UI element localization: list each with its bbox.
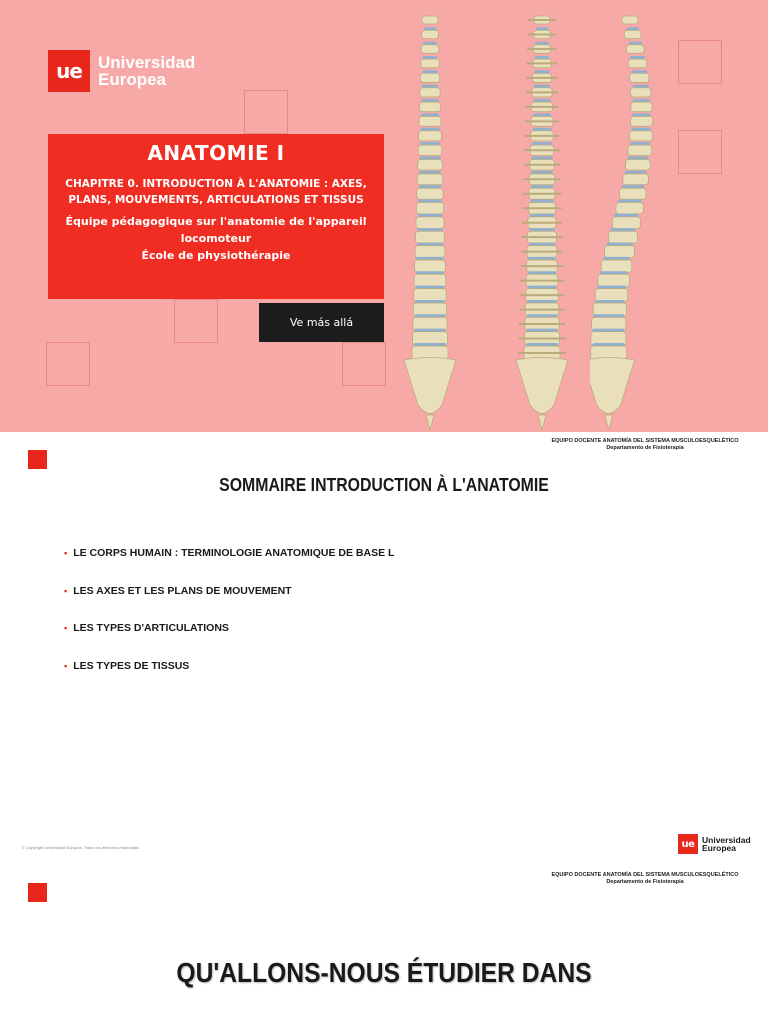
vertebra (616, 203, 643, 214)
intervertebral-disc (633, 99, 650, 102)
intervertebral-disc (417, 257, 444, 260)
intervertebral-disc (420, 156, 441, 159)
vertebra (630, 131, 653, 141)
sacrum (590, 358, 635, 414)
header-line1: EQUIPO DOCENTE ANATOMÍA DEL SISTEMA MUSCULOESQUELÉTICO (551, 872, 739, 878)
intervertebral-disc (421, 99, 438, 102)
intervertebral-disc (529, 257, 556, 260)
intervertebral-disc (628, 156, 649, 159)
intervertebral-disc (630, 56, 645, 59)
university-logo-small (678, 834, 751, 854)
intervertebral-disc (416, 271, 444, 274)
intervertebral-disc (597, 286, 626, 289)
intervertebral-disc (534, 70, 549, 73)
intervertebral-disc (610, 228, 635, 231)
intervertebral-disc (415, 300, 444, 303)
vertebra (622, 16, 638, 24)
intervertebral-disc (533, 113, 551, 116)
vertebra (417, 174, 443, 185)
intervertebral-disc (595, 300, 624, 303)
course-title: ANATOMIE I (147, 141, 285, 165)
vertebra (420, 88, 440, 97)
intervertebral-disc (529, 243, 555, 246)
intervertebral-disc (527, 314, 557, 317)
sacrum (516, 358, 568, 414)
vertebra (416, 203, 443, 214)
intervertebral-disc (536, 27, 549, 30)
vertebra (628, 145, 652, 155)
vertebra (415, 246, 445, 258)
intervertebral-disc (414, 343, 446, 346)
vertebra (631, 88, 651, 97)
vertebra (418, 145, 442, 155)
coccyx (605, 415, 613, 430)
school-name: École de physiothérapie (141, 249, 291, 262)
vertebra (414, 274, 446, 287)
intervertebral-disc (415, 314, 445, 317)
decorative-square (342, 342, 386, 386)
intervertebral-disc (622, 185, 644, 188)
intervertebral-disc (535, 56, 550, 59)
vertebra (418, 159, 443, 170)
intervertebral-disc (528, 286, 557, 289)
title-box (48, 134, 384, 299)
spine-illustration-back (497, 10, 587, 430)
intervertebral-disc (530, 200, 553, 203)
intervertebral-disc (533, 99, 550, 102)
vertebra (422, 30, 439, 38)
red-square-marker (28, 450, 47, 469)
intervertebral-disc (529, 228, 554, 231)
intervertebral-disc (600, 271, 628, 274)
intervertebral-disc (419, 171, 441, 174)
intervertebral-disc (633, 85, 649, 88)
university-name (702, 836, 751, 853)
intervertebral-disc (421, 113, 439, 116)
summary-list (64, 547, 394, 697)
intervertebral-disc (530, 214, 554, 217)
intervertebral-disc (420, 142, 440, 145)
university-name (98, 54, 195, 88)
university-name-line1: Universidad (98, 53, 196, 72)
summary-title: SOMMAIRE INTRODUCTION À L'ANATOMIE (219, 475, 549, 495)
vertebra (598, 274, 630, 287)
header-line2: Departamento de Fisioterapia (606, 445, 684, 452)
intervertebral-disc (414, 329, 445, 332)
coccyx (538, 415, 546, 430)
university-logo (48, 50, 195, 92)
intervertebral-disc (422, 70, 437, 73)
intervertebral-disc (607, 243, 633, 246)
intervertebral-disc (625, 171, 647, 174)
intervertebral-disc (594, 314, 624, 317)
vertebra (601, 260, 632, 272)
intervertebral-disc (416, 286, 445, 289)
team-line1: Équipe pédagogique sur l'anatomie de l'appareil (65, 214, 367, 228)
intervertebral-disc (532, 142, 552, 145)
bullet-icon: ▪ (64, 548, 68, 558)
university-name-line2: Europea (702, 843, 737, 853)
section-title: QU'ALLONS-NOUS ÉTUDIER DANS (176, 957, 592, 988)
intervertebral-disc (531, 185, 553, 188)
intervertebral-disc (423, 56, 438, 59)
list-item-label: LES TYPES DE TISSUS (73, 659, 190, 672)
vertebra (421, 59, 440, 68)
intervertebral-disc (633, 113, 651, 116)
vertebra (628, 59, 647, 68)
list-item (64, 622, 394, 660)
header-line1: EQUIPO DOCENTE ANATOMÍA DEL SISTEMA MUSCULOESQUELÉTICO (551, 438, 739, 444)
intervertebral-disc (632, 128, 651, 131)
bullet-icon: ▪ (64, 660, 68, 671)
intervertebral-disc (535, 42, 549, 45)
vertebra (626, 45, 644, 54)
intervertebral-disc (418, 214, 442, 217)
copyright-text: © Copyright Universidad Europea. Todos los derechos reservados (22, 845, 140, 850)
vertebra (631, 102, 652, 112)
ve-mas-alla-button[interactable]: Ve más allá (259, 303, 384, 342)
list-item-label: LES TYPES D'ARTICULATIONS (73, 622, 229, 634)
vertebra (416, 217, 444, 229)
list-item (64, 585, 394, 623)
header-line2: Departamento de Fisioterapia (606, 879, 684, 886)
vertebra (421, 45, 439, 54)
university-name-line1: Universidad (702, 834, 751, 845)
vertebra (419, 116, 441, 126)
intervertebral-disc (417, 243, 443, 246)
vertebra (414, 289, 447, 302)
vertebra (419, 102, 440, 112)
intervertebral-disc (603, 257, 630, 260)
decorative-square (174, 299, 218, 343)
vertebra (612, 217, 640, 229)
red-square-marker (28, 883, 47, 902)
team-text (64, 213, 368, 264)
bullet-icon: ▪ (64, 623, 68, 633)
vertebra (415, 231, 444, 243)
intervertebral-disc (626, 27, 639, 30)
spine-illustration-side (590, 10, 720, 430)
ue-logo-mark: ue (48, 50, 90, 92)
intervertebral-disc (528, 271, 556, 274)
vertebra (595, 289, 628, 302)
chapter-title: CHAPITRE 0. INTRODUCTION À L'ANATOMIE : AXES, PLANS, MOUVEMENTS, ARTICULATIONS ET TISSUS (65, 178, 367, 206)
vertebra (417, 188, 443, 199)
intervertebral-disc (531, 171, 553, 174)
list-item (64, 660, 394, 698)
intervertebral-disc (423, 42, 437, 45)
vertebra (605, 246, 635, 258)
intervertebral-disc (532, 156, 553, 159)
vertebra (608, 231, 637, 243)
vertebra (630, 73, 649, 82)
intervertebral-disc (618, 200, 641, 203)
vertebra (413, 303, 446, 316)
sacrum (404, 358, 456, 414)
vertebra (420, 73, 439, 82)
vertebra (623, 174, 649, 185)
slide-header (530, 872, 760, 887)
intervertebral-disc (533, 128, 552, 131)
vertebra (620, 188, 646, 199)
intervertebral-disc (614, 214, 638, 217)
team-line2: locomoteur (180, 231, 252, 245)
list-item-label: LES AXES ET LES PLANS DE MOUVEMENT (73, 584, 292, 597)
title-slide (0, 0, 768, 432)
list-item-label: LE CORPS HUMAIN : TERMINOLOGIE ANATOMIQUE DE BASE L (73, 547, 395, 559)
spine-illustration-front (385, 10, 475, 430)
intervertebral-disc (418, 200, 441, 203)
intervertebral-disc (630, 142, 650, 145)
intervertebral-disc (628, 42, 642, 45)
vertebra (419, 131, 442, 141)
ue-logo-mark: ue (678, 834, 698, 854)
vertebra (631, 116, 653, 126)
list-item (64, 547, 394, 585)
decorative-square (46, 342, 90, 386)
vertebra (593, 303, 626, 316)
intervertebral-disc (419, 185, 441, 188)
intervertebral-disc (593, 329, 624, 332)
vertebra (624, 30, 641, 38)
university-name-line2: Europea (98, 70, 167, 89)
decorative-square (244, 90, 288, 134)
intervertebral-disc (421, 128, 440, 131)
vertebra (626, 159, 651, 170)
intervertebral-disc (424, 27, 437, 30)
bullet-icon: ▪ (64, 585, 68, 596)
intervertebral-disc (417, 228, 442, 231)
vertebra (415, 260, 446, 272)
intervertebral-disc (632, 70, 647, 73)
intervertebral-disc (593, 343, 625, 346)
slide-header (530, 438, 760, 453)
intervertebral-disc (526, 329, 557, 332)
coccyx (426, 415, 434, 430)
intervertebral-disc (527, 300, 556, 303)
vertebra (422, 16, 438, 24)
intervertebral-disc (534, 85, 550, 88)
intervertebral-disc (422, 85, 438, 88)
intervertebral-disc (526, 343, 558, 346)
